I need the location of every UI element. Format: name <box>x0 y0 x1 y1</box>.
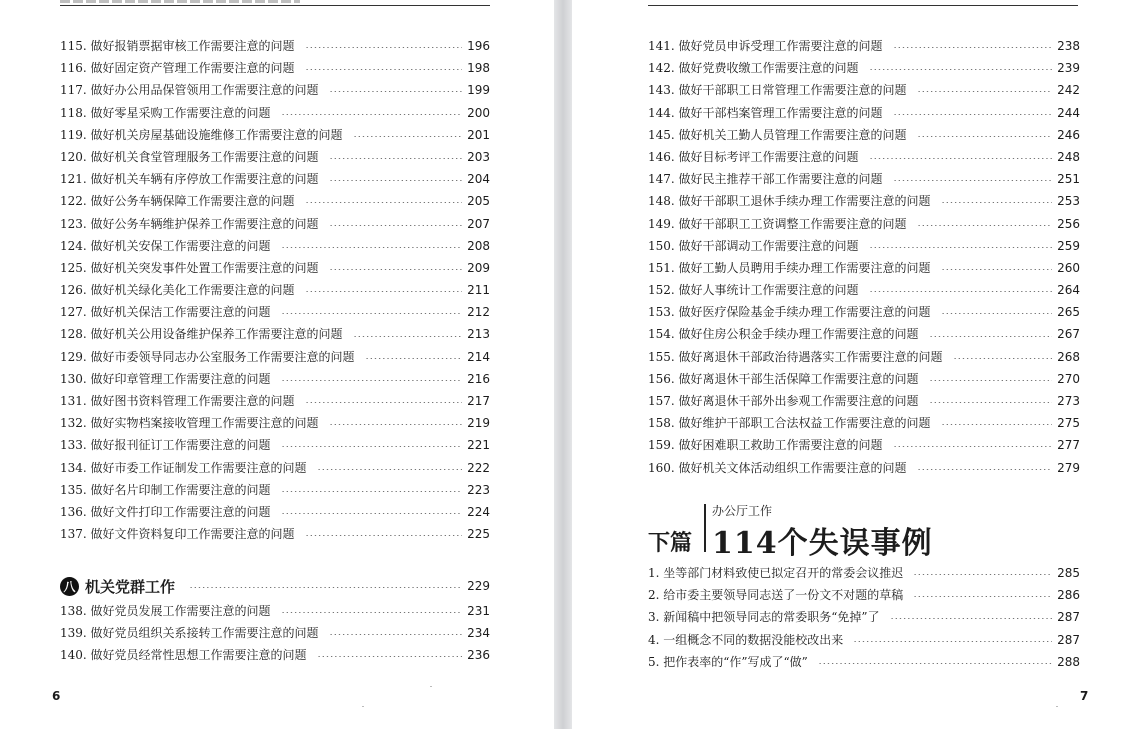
toc-entry-page: 201 <box>467 127 490 142</box>
toc-entry-page: 273 <box>1057 394 1080 408</box>
toc-entry[interactable] <box>648 368 1080 390</box>
toc-entry[interactable] <box>60 622 490 644</box>
toc-entry[interactable] <box>648 279 1080 301</box>
toc-entry[interactable] <box>60 146 490 168</box>
toc-entry-title: 135. 做好名片印制工作需要注意的问题 <box>60 482 271 497</box>
leader-dots <box>929 402 1053 403</box>
toc-entry-page: 244 <box>1057 105 1080 120</box>
toc-entry-title: 124. 做好机关安保工作需要注意的问题 <box>60 238 271 253</box>
toc-entry-title: 147. 做好民主推荐干部工作需要注意的问题 <box>648 172 883 187</box>
toc-entry-page: 200 <box>467 105 490 120</box>
toc-entry-title: 119. 做好机关房屋基础设施维修工作需要注意的问题 <box>60 127 343 142</box>
toc-entry-title: 154. 做好住房公积金手续办理工作需要注意的问题 <box>648 327 919 342</box>
leader-dots <box>853 641 1052 642</box>
toc-entry[interactable] <box>60 235 490 257</box>
toc-entry-title: 140. 做好党员经常性思想工作需要注意的问题 <box>60 648 307 663</box>
toc-entry-page: 203 <box>467 149 490 164</box>
leader-dots <box>353 336 463 337</box>
toc-entry-page: 248 <box>1057 149 1080 164</box>
leader-dots <box>305 202 463 203</box>
toc-entry-page: 285 <box>1057 566 1080 580</box>
toc-entry[interactable] <box>648 562 1080 584</box>
toc-entry-title: 125. 做好机关突发事件处置工作需要注意的问题 <box>60 260 319 275</box>
toc-entry-title: 126. 做好机关绿化美化工作需要注意的问题 <box>60 283 295 298</box>
toc-entry-title: 141. 做好党员申诉受理工作需要注意的问题 <box>648 39 883 53</box>
part-title: 114个失误事例 <box>712 526 933 561</box>
leader-dots <box>869 158 1053 159</box>
toc-entry[interactable] <box>60 390 490 412</box>
toc-entry-page: 219 <box>467 416 490 431</box>
toc-entry-title: 117. 做好办公用品保管领用工作需要注意的问题 <box>60 83 319 98</box>
toc-entry-title: 150. 做好干部调动工作需要注意的问题 <box>648 238 859 253</box>
leader-dots <box>317 656 463 657</box>
toc-entry-page: 242 <box>1057 83 1080 98</box>
toc-entry-page: 211 <box>467 283 490 298</box>
toc-entry[interactable] <box>648 257 1080 279</box>
toc-entry-page: 199 <box>467 83 490 98</box>
toc-entry-page: 231 <box>467 604 490 618</box>
toc-entry-title: 142. 做好党费收缴工作需要注意的问题 <box>648 61 859 76</box>
toc-entry-page: 236 <box>467 648 490 663</box>
part-subtitle: 办公厅工作 <box>712 504 773 518</box>
toc-entry-page: 239 <box>1057 61 1080 76</box>
leader-dots <box>953 358 1053 359</box>
toc-entry[interactable] <box>648 606 1080 628</box>
toc-entry[interactable] <box>60 368 490 390</box>
leader-dots <box>941 202 1053 203</box>
leader-dots <box>281 612 463 613</box>
toc-entry-title: 116. 做好固定资产管理工作需要注意的问题 <box>60 61 295 76</box>
toc-entry-title: 158. 做好维护干部职工合法权益工作需要注意的问题 <box>648 416 931 431</box>
part-divider <box>704 504 706 552</box>
toc-entry-page: 196 <box>467 39 490 53</box>
toc-entry[interactable] <box>60 323 490 345</box>
header-rule <box>648 5 1078 6</box>
toc-entry-title: 155. 做好离退休干部政治待遇落实工作需要注意的问题 <box>648 349 943 364</box>
leader-dots <box>917 469 1053 470</box>
toc-entry[interactable] <box>648 651 1080 673</box>
toc-entry-title: 138. 做好党员发展工作需要注意的问题 <box>60 604 271 618</box>
section-page-number: 229 <box>467 579 490 593</box>
leader-dots <box>305 69 463 70</box>
header-rule <box>60 5 490 6</box>
leader-dots <box>281 313 463 314</box>
toc-entry-title: 132. 做好实物档案接收管理工作需要注意的问题 <box>60 416 319 431</box>
right-page <box>572 0 1125 729</box>
leader-dots <box>365 358 463 359</box>
toc-entry[interactable] <box>60 102 490 124</box>
toc-entry[interactable] <box>648 301 1080 323</box>
toc-entry[interactable] <box>60 257 490 279</box>
toc-entry-page: 223 <box>467 482 490 497</box>
section-heading[interactable] <box>60 573 490 599</box>
toc-entry-title: 118. 做好零星采购工作需要注意的问题 <box>60 105 271 120</box>
leader-dots <box>893 47 1053 48</box>
toc-entry-page: 253 <box>1057 194 1080 209</box>
toc-entry-title: 148. 做好干部职工退休手续办理工作需要注意的问题 <box>648 194 931 209</box>
toc-entry-page: 212 <box>467 305 490 320</box>
toc-entry-page: 209 <box>467 260 490 275</box>
leader-dots <box>893 446 1053 447</box>
toc-entry[interactable] <box>648 146 1080 168</box>
leader-dots <box>917 225 1053 226</box>
toc-entry-title: 2. 给市委主要领导同志送了一份文不对题的草稿 <box>648 588 904 603</box>
toc-entry-title: 131. 做好图书资料管理工作需要注意的问题 <box>60 394 295 408</box>
toc-entry-page: 198 <box>467 61 490 76</box>
toc-entry-title: 149. 做好干部职工工资调整工作需要注意的问题 <box>648 216 907 231</box>
leader-dots <box>329 634 463 635</box>
leader-dots <box>941 313 1053 314</box>
toc-entry[interactable] <box>648 168 1080 190</box>
leader-dots <box>869 291 1053 292</box>
toc-entry[interactable] <box>60 213 490 235</box>
toc-entry[interactable] <box>648 213 1080 235</box>
toc-entry[interactable] <box>60 190 490 212</box>
toc-entry-title: 4. 一组概念不同的数据没能校改出来 <box>648 632 844 647</box>
toc-entry[interactable] <box>648 235 1080 257</box>
toc-entry[interactable] <box>60 168 490 190</box>
toc-entry-title: 137. 做好文件资料复印工作需要注意的问题 <box>60 527 295 542</box>
toc-entry[interactable] <box>60 600 490 622</box>
part-label: 下篇 <box>648 530 693 556</box>
leader-dots <box>329 158 463 159</box>
toc-entry-page: 287 <box>1057 610 1080 625</box>
toc-entry[interactable] <box>648 124 1080 146</box>
leader-dots <box>281 446 463 447</box>
toc-entry-page: 221 <box>467 438 490 453</box>
toc-entry[interactable] <box>60 124 490 146</box>
leader-dots <box>869 247 1053 248</box>
toc-entry[interactable] <box>648 457 1080 479</box>
leader-dots <box>890 618 1053 619</box>
page-number: 7 <box>1080 689 1089 703</box>
toc-entry[interactable] <box>648 35 1080 57</box>
toc-entry-page: 268 <box>1057 349 1080 364</box>
leader-dots <box>818 663 1052 664</box>
toc-entry-page: 238 <box>1057 39 1080 53</box>
leader-dots <box>353 136 463 137</box>
toc-entry[interactable] <box>60 644 490 666</box>
toc-entry-page: 222 <box>467 460 490 475</box>
page-number: 6 <box>52 689 61 703</box>
toc-entry-title: 145. 做好机关工勤人员管理工作需要注意的问题 <box>648 127 907 142</box>
toc-entry-page: 217 <box>467 394 490 408</box>
section-number-badge: 八 <box>60 577 79 596</box>
leader-dots <box>281 491 463 492</box>
toc-list <box>60 600 490 667</box>
section-title: 机关党群工作 <box>85 577 176 596</box>
toc-entry-page: 286 <box>1057 588 1080 603</box>
leader-dots <box>913 574 1052 575</box>
leader-dots <box>281 380 463 381</box>
toc-entry[interactable] <box>60 479 490 501</box>
toc-entry-title: 144. 做好干部档案管理工作需要注意的问题 <box>648 105 883 120</box>
toc-list <box>648 562 1080 673</box>
leader-dots <box>893 114 1053 115</box>
toc-entry-title: 120. 做好机关食堂管理服务工作需要注意的问题 <box>60 149 319 164</box>
toc-entry-title: 130. 做好印章管理工作需要注意的问题 <box>60 371 271 386</box>
toc-entry-title: 3. 新闻稿中把领导同志的常委职务“免掉”了 <box>648 610 880 625</box>
toc-entry[interactable] <box>60 457 490 479</box>
left-page <box>0 0 554 729</box>
leader-dots <box>305 535 463 536</box>
toc-entry-page: 205 <box>467 194 490 209</box>
toc-entry-title: 146. 做好目标考评工作需要注意的问题 <box>648 149 859 164</box>
toc-entry-title: 121. 做好机关车辆有序停放工作需要注意的问题 <box>60 172 319 187</box>
toc-entry-page: 287 <box>1057 632 1080 647</box>
toc-entry[interactable] <box>60 279 490 301</box>
toc-entry-page: 213 <box>467 327 490 342</box>
toc-entry-page: 216 <box>467 371 490 386</box>
toc-entry-page: 288 <box>1057 654 1080 669</box>
toc-entry-title: 123. 做好公务车辆维护保养工作需要注意的问题 <box>60 216 319 231</box>
leader-dots <box>281 114 463 115</box>
toc-entry[interactable] <box>648 323 1080 345</box>
leader-dots <box>917 91 1053 92</box>
toc-entry-title: 136. 做好文件打印工作需要注意的问题 <box>60 504 271 519</box>
toc-entry-page: 279 <box>1057 460 1080 475</box>
toc-entry-title: 115. 做好报销票据审核工作需要注意的问题 <box>60 39 295 53</box>
scan-speck <box>362 706 364 707</box>
toc-entry-title: 122. 做好公务车辆保障工作需要注意的问题 <box>60 194 295 209</box>
toc-entry-title: 129. 做好市委领导同志办公室服务工作需要注意的问题 <box>60 349 355 364</box>
leader-dots <box>893 180 1053 181</box>
toc-entry-title: 151. 做好工勤人员聘用手续办理工作需要注意的问题 <box>648 260 931 275</box>
leader-dots <box>913 596 1052 597</box>
toc-entry-title: 157. 做好离退休干部外出参观工作需要注意的问题 <box>648 394 919 408</box>
toc-entry[interactable] <box>648 346 1080 368</box>
scan-speck <box>1056 706 1058 707</box>
leader-dots <box>329 180 463 181</box>
toc-list <box>60 35 490 545</box>
toc-entry-page: 214 <box>467 349 490 364</box>
toc-entry[interactable] <box>60 434 490 456</box>
toc-entry-title: 5. 把作表率的“作”写成了“做” <box>648 654 808 669</box>
toc-entry-page: 275 <box>1057 416 1080 431</box>
toc-entry-title: 127. 做好机关保洁工作需要注意的问题 <box>60 305 271 320</box>
leader-dots <box>281 513 463 514</box>
leader-dots <box>929 336 1053 337</box>
leader-dots <box>189 587 462 588</box>
toc-entry[interactable] <box>60 57 490 79</box>
toc-entry-title: 152. 做好人事统计工作需要注意的问题 <box>648 283 859 298</box>
leader-dots <box>941 424 1053 425</box>
toc-entry-page: 204 <box>467 172 490 187</box>
toc-entry[interactable] <box>648 190 1080 212</box>
toc-entry-title: 139. 做好党员组织关系接转工作需要注意的问题 <box>60 626 319 641</box>
toc-entry-page: 277 <box>1057 438 1080 453</box>
leader-dots <box>305 402 463 403</box>
toc-entry-title: 133. 做好报刊征订工作需要注意的问题 <box>60 438 271 453</box>
leader-dots <box>317 469 463 470</box>
toc-entry-page: 234 <box>467 626 490 641</box>
book-gutter <box>554 0 572 729</box>
toc-entry-page: 208 <box>467 238 490 253</box>
leader-dots <box>329 225 463 226</box>
toc-entry-page: 267 <box>1057 327 1080 342</box>
toc-entry[interactable] <box>648 57 1080 79</box>
toc-entry-page: 256 <box>1057 216 1080 231</box>
toc-entry-title: 1. 坐等部门材料致使已拟定召开的常委会议推迟 <box>648 566 904 580</box>
toc-entry-title: 134. 做好市委工作证制发工作需要注意的问题 <box>60 460 307 475</box>
toc-entry[interactable] <box>648 434 1080 456</box>
toc-entry-title: 156. 做好离退休干部生活保障工作需要注意的问题 <box>648 371 919 386</box>
toc-entry-page: 265 <box>1057 305 1080 320</box>
toc-entry[interactable] <box>648 390 1080 412</box>
toc-entry[interactable] <box>60 523 490 545</box>
toc-entry[interactable] <box>60 79 490 101</box>
toc-entry-page: 225 <box>467 527 490 542</box>
toc-entry[interactable] <box>648 102 1080 124</box>
toc-entry[interactable] <box>648 412 1080 434</box>
part-heading <box>648 500 1078 561</box>
toc-entry[interactable] <box>648 79 1080 101</box>
toc-entry[interactable] <box>60 35 490 57</box>
scan-speck <box>430 686 432 687</box>
toc-entry-title: 160. 做好机关文体活动组织工作需要注意的问题 <box>648 460 907 475</box>
toc-entry[interactable] <box>648 584 1080 606</box>
toc-list <box>648 35 1080 479</box>
toc-entry-page: 264 <box>1057 283 1080 298</box>
toc-entry-page: 207 <box>467 216 490 231</box>
toc-entry-page: 246 <box>1057 127 1080 142</box>
toc-entry-title: 159. 做好困难职工救助工作需要注意的问题 <box>648 438 883 453</box>
leader-dots <box>329 424 463 425</box>
leader-dots <box>281 247 463 248</box>
toc-entry-page: 260 <box>1057 260 1080 275</box>
leader-dots <box>929 380 1053 381</box>
toc-entry[interactable] <box>60 412 490 434</box>
toc-entry[interactable] <box>60 501 490 523</box>
leader-dots <box>941 269 1053 270</box>
toc-entry[interactable] <box>60 301 490 323</box>
leader-dots <box>305 47 463 48</box>
toc-entry-page: 259 <box>1057 238 1080 253</box>
leader-dots <box>869 69 1053 70</box>
toc-entry[interactable] <box>60 346 490 368</box>
toc-entry-title: 153. 做好医疗保险基金手续办理工作需要注意的问题 <box>648 305 931 320</box>
header-decoration <box>60 0 300 3</box>
toc-entry-title: 143. 做好干部职工日常管理工作需要注意的问题 <box>648 83 907 98</box>
leader-dots <box>329 269 463 270</box>
leader-dots <box>329 91 463 92</box>
leader-dots <box>917 136 1053 137</box>
toc-entry-page: 270 <box>1057 371 1080 386</box>
toc-entry[interactable] <box>648 629 1080 651</box>
leader-dots <box>305 291 463 292</box>
toc-entry-page: 224 <box>467 504 490 519</box>
toc-entry-page: 251 <box>1057 172 1080 187</box>
toc-entry-title: 128. 做好机关公用设备维护保养工作需要注意的问题 <box>60 327 343 342</box>
